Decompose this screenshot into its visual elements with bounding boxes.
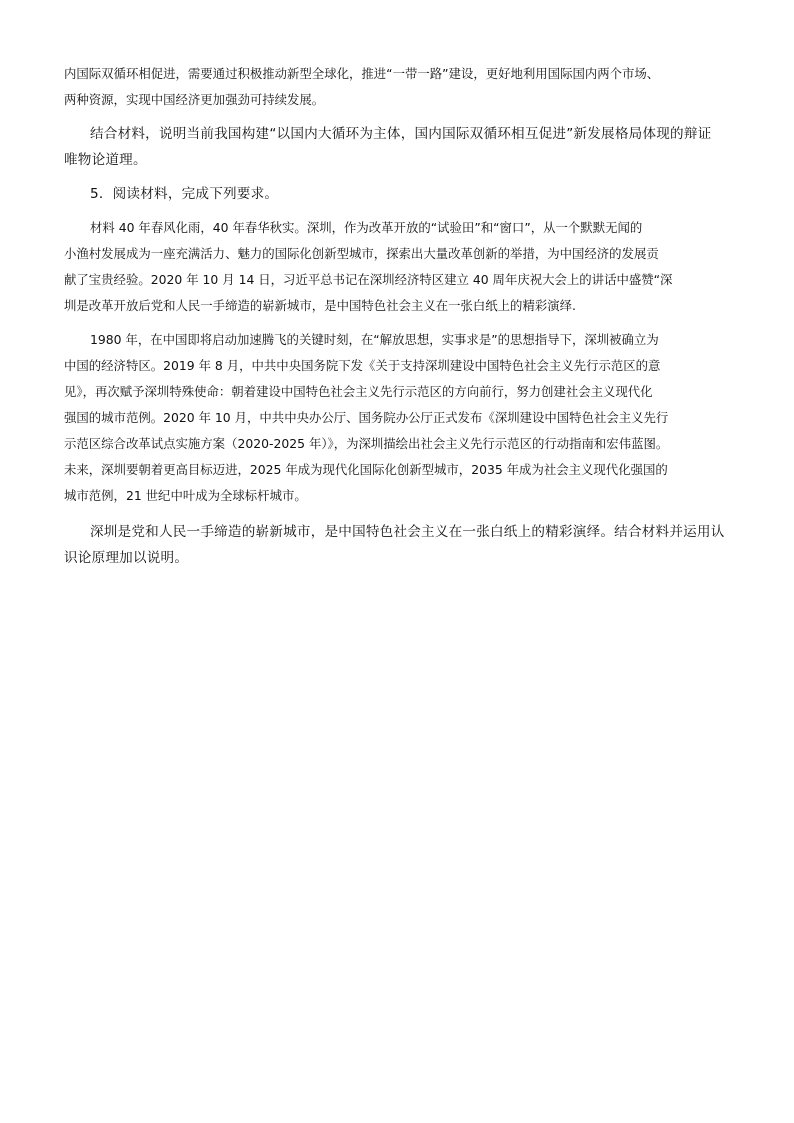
material-paragraph-1-line-3: 献了宝贵经验。2020 年 10 月 14 日，习近平总书记在深圳经济特区建立 40 周年庆祝大会上的讲话中盛赞“深	[64, 272, 673, 287]
material-paragraph-2-line-5: 示范区综合改革试点实施方案（2020-2025 年）》，为深圳描绘出社会主义先行示范区的行动指南和宏伟蓝图。	[64, 436, 669, 451]
material-paragraph-2-line-2: 中国的经济特区。2019 年 8 月，中共中央国务院下发《关于支持深圳建设中国特色社会主义先行示范区的意	[64, 358, 661, 373]
top-paragraph-line-2: 两种资源，实现中国经济更加强劲可持续发展。	[64, 92, 325, 107]
material-paragraph-2-line-6: 未来，深圳要朝着更高目标迈进，2025 年成为现代化国际化创新型城市，2035 年成为社会主义现代化强国的	[64, 462, 668, 477]
spacer	[64, 113, 734, 121]
question-5-prompt-line-1: 深圳是党和人民一手缔造的崭新城市，是中国特色社会主义在一张白纸上的精彩演绎。结合材料并运用认	[90, 524, 725, 540]
material-paragraph-1-line-4: 圳是改革开放后党和人民一手缔造的崭新城市，是中国特色社会主义在一张白纸上的精彩演绎.	[64, 298, 576, 313]
material-paragraph-2-line-1: 1980 年，在中国即将启动加速腾飞的关键时刻，在“解放思想，实事求是”的思想指导下，深圳被确立为	[90, 332, 659, 347]
question-5-heading: 5．阅读材料，完成下列要求。	[90, 186, 279, 202]
spacer	[64, 207, 734, 215]
material-paragraph-2-line-7: 城市范例，21 世纪中叶成为全球标杆城市。	[64, 488, 307, 503]
material-paragraph-2-line-3: 见》，再次赋予深圳特殊使命：朝着建设中国特色社会主义先行示范区的方向前行，努力创建社会主义现代化	[64, 384, 653, 399]
top-paragraph-line-1: 内国际双循环相促进，需要通过积极推动新型全球化，推进“一带一路”建设，更好地利用国际国内两个市场、	[64, 66, 660, 81]
spacer	[64, 319, 734, 327]
spacer	[64, 509, 734, 519]
question-4-prompt-line-1: 结合材料，说明当前我国构建“以国内大循环为主体，国内国际双循环相互促进”新发展格局体现的辩证	[90, 126, 712, 142]
material-paragraph-1-line-2: 小渔村发展成为一座充满活力、魅力的国际化创新型城市，探索出大量改革创新的举措，为中国经济的发展贡	[64, 246, 659, 261]
material-paragraph-1-line-1: 材料 40 年春风化雨，40 年春华秋实。深圳，作为改革开放的“试验田”和“窗口”，从一个默默无闻的	[90, 220, 643, 235]
question-4-prompt-line-2: 唯物论道理。	[64, 152, 147, 168]
material-paragraph-2-line-4: 强国的城市范例。2020 年 10 月，中共中央办公厅、国务院办公厅正式发布《深圳建设中国特色社会主义先行	[64, 410, 669, 425]
spacer	[64, 173, 734, 181]
question-5-prompt-line-2: 识论原理加以说明。	[64, 550, 189, 566]
